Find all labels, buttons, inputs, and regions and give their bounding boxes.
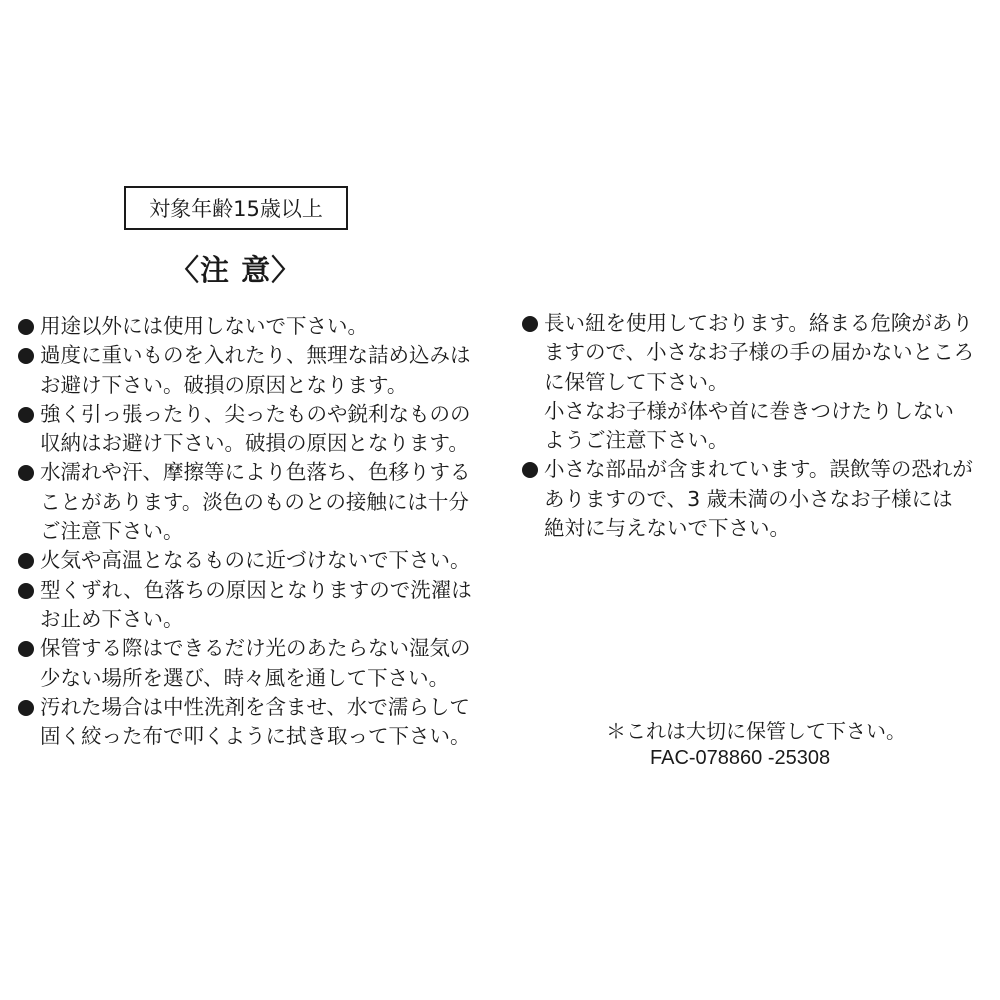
caution-text: ありますので、3 歳未満の小さなお子様には (544, 486, 953, 511)
caution-text: に保管して下さい。 (544, 369, 729, 394)
caution-text: ますので、小さなお子様の手の届かないところ (544, 340, 975, 365)
bullet-icon (18, 458, 40, 481)
caution-item (522, 309, 992, 455)
caution-item (18, 400, 496, 459)
caution-text: 過度に重いものを入れたり、無理な詰め込みは (40, 343, 471, 368)
caution-text: 絶対に与えないで下さい。 (544, 516, 790, 541)
caution-item (18, 312, 496, 341)
age-rating-label: 対象年齢15歳以上 (149, 197, 323, 221)
caution-text: 小さなお子様が体や首に巻きつけたりしない (544, 398, 954, 423)
caution-text: ようご注意下さい。 (544, 428, 729, 453)
caution-text: 固く絞った布で叩くように拭き取って下さい。 (40, 724, 471, 749)
bullet-icon (18, 576, 40, 599)
caution-item (18, 693, 496, 752)
caution-text: 収納はお避け下さい。破損の原因となります。 (40, 431, 469, 456)
caution-text: 長い紐を使用しております。絡まる危険があり (544, 311, 973, 335)
bullet-icon (18, 634, 40, 657)
bullet-icon (18, 400, 40, 423)
caution-item (18, 546, 496, 575)
caution-text: 少ない場所を選び、時々風を通して下さい。 (40, 665, 450, 690)
caution-text: 水濡れや汗、摩擦等により色落ち、色移りする (40, 460, 471, 485)
caution-list-left (18, 312, 496, 751)
bullet-icon (18, 312, 40, 335)
bullet-icon (522, 309, 544, 332)
caution-text: 小さな部品が含まれています。誤飲等の恐れが (544, 457, 973, 482)
bullet-icon (18, 693, 40, 716)
caution-item (18, 458, 496, 546)
caution-item (18, 576, 496, 635)
caution-text: お止め下さい。 (40, 606, 184, 631)
caution-item (18, 634, 496, 693)
caution-text: 強く引っ張ったり、尖ったものや鋭利なものの (40, 401, 471, 426)
caution-text: ご注意下さい。 (40, 519, 184, 544)
caution-item (18, 341, 496, 400)
bullet-icon (18, 546, 40, 569)
storage-note: ＊これは大切に保管して下さい。 (606, 719, 906, 743)
age-rating-box (124, 186, 348, 230)
caution-text: 保管する際はできるだけ光のあたらない湿気の (40, 636, 471, 661)
caution-text: 火気や高温となるものに近づけないで下さい。 (40, 548, 471, 573)
caution-list-right (522, 309, 992, 543)
caution-text: 汚れた場合は中性洗剤を含ませ、水で濡らして (40, 694, 470, 719)
product-code: FAC-078860 -25308 (650, 747, 831, 769)
caution-text: 型くずれ、色落ちの原因となりますので洗濯は (40, 577, 472, 602)
caution-item (522, 455, 992, 543)
caution-text: お避け下さい。破損の原因となります。 (40, 372, 408, 397)
bullet-icon (18, 341, 40, 364)
bullet-icon (522, 455, 544, 478)
caution-text: 用途以外には使用しないで下さい。 (40, 314, 368, 338)
caution-text: ことがあります。淡色のものとの接触には十分 (40, 489, 469, 514)
caution-title: 〈注 意〉 (170, 253, 302, 287)
